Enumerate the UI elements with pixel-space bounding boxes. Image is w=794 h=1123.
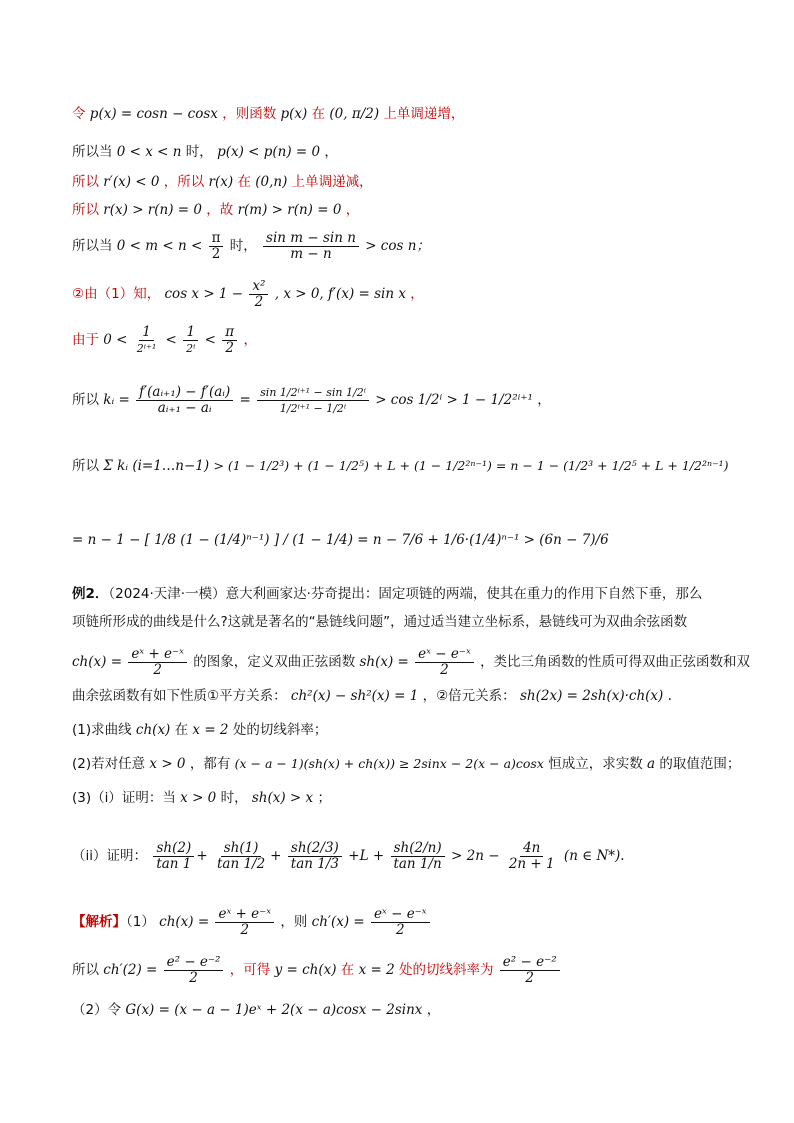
sine-quotient: $\frac{\text{sin m − sin n}}{m - n}$ — [263, 231, 359, 262]
line-9: 所以 Σ kᵢ (i=1…n−1) > (1 − 1/2³) + (1 − 1/2⁵) + L + (1 − 1/2²ⁿ⁻¹) = n − 1 − (1/2³ + 1/2⁵ + L + 1/2²ⁿ⁻¹) — [72, 458, 729, 474]
example-2-line-1: 例2．（2024·天津·一模）意大利画家达·芬奇提出：固定项链的两端，使其在重力的作用下自然下垂，那么 — [72, 586, 703, 602]
example-2-line-2: 项链所形成的曲线是什么?这就是著名的“悬链线问题”，通过适当建立坐标系，悬链线可为双曲余弦函数 — [72, 614, 688, 630]
frac-3: $\frac{\pi}{2}$ — [222, 325, 237, 356]
slope-fraction: $\frac{\text{f′(aᵢ₊₁) − f′(aᵢ)}}{\text{aᵢ₊₁ − aᵢ}}$ — [136, 385, 233, 416]
frac-2: $\frac{1}{\text{2ⁱ}}$ — [183, 325, 198, 356]
sine-fraction: $\frac{\text{sin 1/2ⁱ⁺¹ − sin 1/2ⁱ}}{\text{1/2ⁱ⁺¹ − 1/2ⁱ}}$ — [257, 385, 369, 416]
question-3: (3)（i）证明：当 x > 0 时， sh(x) > x ； — [72, 790, 331, 806]
term-n: $\frac{sh(2/n)}{\tan 1/n}$ — [390, 841, 444, 872]
line-7: 由于 0 < $\frac{1}{\text{2ⁱ⁺¹}}$ < $\frac{1}{\text{2ⁱ}}$ < $\frac{\pi}{2}$ ， — [72, 324, 257, 356]
question-1: (1)求曲线 ch(x) 在 x = 2 处的切线斜率； — [72, 722, 328, 738]
solution-3: （2）令 G(x) = (x − a − 1)eˣ + 2(x − a)cosx − 2sinx ， — [72, 1002, 441, 1018]
line-1: 令 p(x) = cosn − cosx ，则函数 p(x) 在 (0, π/2) 上单调递增， — [72, 106, 465, 122]
question-2: (2)若对任意 x > 0 ，都有 (x − a − 1)(sh(x) + ch(x)) ≥ 2sinx − 2(x − a)cosx 恒成立，求实数 a 的取值范围； — [72, 756, 741, 772]
x-squared-over-2: $\frac{\text{x²}}{2}$ — [249, 279, 268, 310]
cosh-derivative: $\frac{\text{eˣ − e⁻ˣ}}{2}$ — [371, 907, 430, 938]
line-4: 所以 r(x) > r(n) = 0 ，故 r(m) > r(n) = 0 ， — [72, 202, 360, 218]
solution-1: 【解析】（1） ch(x) = $\frac{\text{eˣ + e⁻ˣ}}{2}$ ，则 ch′(x) = $\frac{\text{eˣ − e⁻ˣ}}{2}$ — [72, 902, 432, 942]
line-2: 所以当 0 < x < n 时， p(x) < p(n) = 0 ， — [72, 144, 338, 160]
term-2: $\frac{sh(1)}{\tan 1/2}$ — [216, 840, 266, 872]
sinh-fraction: $\frac{\text{eˣ − e⁻ˣ}}{2}$ — [415, 647, 474, 678]
frac-1: $\frac{1}{\text{2ⁱ⁺¹}}$ — [136, 324, 157, 355]
rhs-fraction: $\frac{4n}{2n + 1}$ — [508, 840, 555, 872]
line-8: 所以 kᵢ = $\frac{\text{f′(aᵢ₊₁) − f′(aᵢ)}}{\text{aᵢ₊₁ − aᵢ}}$ = $\frac{\text{sin 1/2ⁱ⁺¹ − sin 1/2ⁱ}}{\text{1/2ⁱ⁺¹ − 1/2ⁱ}}$ > cos 1/2ⁱ > 1 − 1/2²ⁱ⁺¹ ， — [72, 384, 551, 416]
cosh-fraction: $\frac{\text{eˣ + e⁻ˣ}}{2}$ — [128, 647, 187, 678]
question-3-ii: （ii）证明： $\frac{sh(2)}{\tan 1}$ + $\frac{sh(1)}{\tan 1/2}$ + $\frac{sh(2/3)}{\tan 1/3}$ +L + $\frac{sh(2/n)}{\tan 1/n}$ > 2n − $\frac{4n}{2n + 1}$ (n ∈ N*). — [72, 840, 625, 872]
slope-at-2: $\frac{\text{e² − e⁻²}}{2}$ — [164, 955, 224, 986]
line-3: 所以 r′(x) < 0 ，所以 r(x) 在 (0,n) 上单调递减， — [72, 174, 373, 190]
term-3: $\frac{sh(2/3)}{\tan 1/3}$ — [288, 841, 342, 872]
example-2-line-3: ch(x) = $\frac{\text{eˣ + e⁻ˣ}}{2}$ 的图象，定义双曲正弦函数 sh(x) = $\frac{\text{eˣ − e⁻ˣ}}{2}$ ，类比三角函数的性质可得双曲正弦函数和双 — [72, 646, 751, 678]
term-1: $\frac{sh(2)}{\tan 1}$ — [153, 841, 194, 872]
pi-over-2: $\frac{\pi}{2}$ — [209, 231, 224, 262]
line-6: ②由（1）知， cos x > 1 − $\frac{\text{x²}}{2}$ , x > 0, f′(x) = sin x ， — [72, 278, 424, 310]
line-10: = n − 1 − [ 1/8 (1 − (1/4)ⁿ⁻¹) ] / (1 − 1/4) = n − 7/6 + 1/6·(1/4)ⁿ⁻¹ > (6n − 7)/6 — [72, 532, 609, 548]
slope-result: $\frac{\text{e² − e⁻²}}{2}$ — [500, 955, 560, 986]
line-5: 所以当 0 < m < n < $\frac{\pi}{2}$ 时， $\frac{\text{sin m − sin n}}{m - n}$ > cos n； — [72, 230, 430, 262]
cosh-def: $\frac{\text{eˣ + e⁻ˣ}}{2}$ — [215, 907, 274, 938]
solution-2: 所以 ch′(2) = $\frac{\text{e² − e⁻²}}{2}$ ，可得 y = ch(x) 在 x = 2 处的切线斜率为 $\frac{\text{e² − e⁻²}}{2}$ — [72, 950, 562, 990]
example-2-line-4: 曲余弦函数有如下性质①平方关系： ch²(x) − sh²(x) = 1 ，②倍元关系： sh(2x) = 2sh(x)·ch(x) . — [72, 688, 672, 704]
